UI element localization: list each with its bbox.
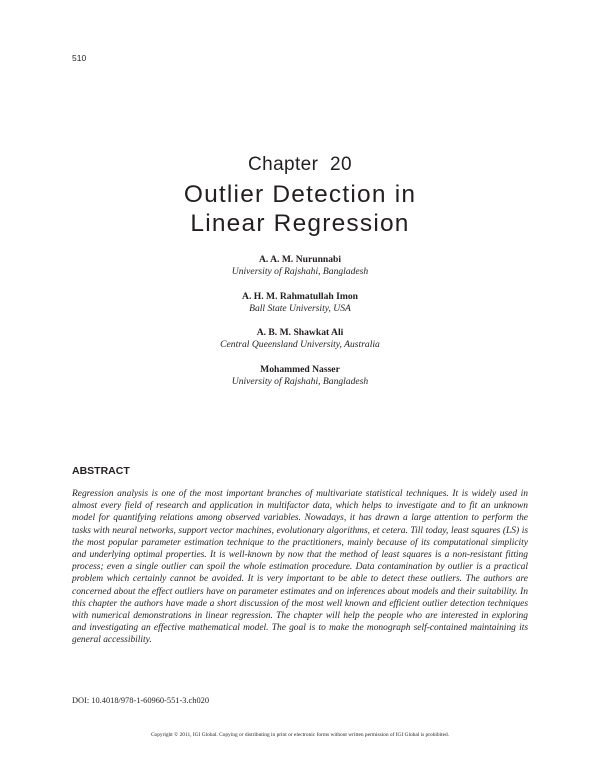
author-affiliation: Central Queensland University, Australia xyxy=(220,339,380,350)
chapter-title xyxy=(0,180,600,238)
author-affiliation: University of Rajshahi, Bangladesh xyxy=(231,266,369,277)
page-number: 510 xyxy=(72,53,87,63)
chapter-title-line-2: Linear Regression xyxy=(190,210,410,237)
author-block xyxy=(0,364,600,401)
author-block xyxy=(0,254,600,291)
author-name: A. H. M. Rahmatullah Imon xyxy=(242,290,358,302)
author-name: A. A. M. Nurunnabi xyxy=(258,254,342,265)
author-affiliation: Ball State University, USA xyxy=(249,302,351,314)
abstract-heading: ABSTRACT xyxy=(72,465,130,477)
author-affiliation: University of Rajshahi, Bangladesh xyxy=(231,375,369,387)
doi-reference: DOI: 10.4018/978-1-60960-551-3.ch020 xyxy=(72,696,210,705)
chapter-label: Chapter 20 xyxy=(247,154,352,175)
chapter-title-line-1: Outlier Detection in xyxy=(183,181,417,208)
author-block xyxy=(0,327,600,364)
abstract-body: Regression analysis is one of the most important branches of multivariate statistical techniques. It is widely used in almost every field of research and application in multifactor data, which helps to investigate and to fit an unknown model for quantifying relations among observed variables. Nowadays, it has drawn a large attention to perform the tasks with neural networks, support vector machines, evolutionary algorithms, et cetera. Till today, least squares (LS) is the most popular parameter estimation technique to the practitioners, mainly because of its computational simplicity and underlying optimal properties. It is well-known by now that the method of least squares is a non-resistant fitting process; even a single outlier can spoil the whole estimation procedure. Data contamination by outlier is a practical problem which certainly cannot be avoided. It is very important to be able to detect these outliers. The authors are concerned about the effect outliers have on parameter estimates and on inferences about models and their suitability. In this chapter the authors have made a short discussion of the most well known and efficient outlier detection techniques with numerical demonstrations in linear regression. The chapter will help the people who are interested in exploring and investigating an effective mathematical model. The goal is to make the monograph self-contained maintaining its general accessibility. xyxy=(72,489,528,646)
author-list xyxy=(0,254,600,400)
copyright-notice: Copyright © 2011, IGI Global. Copying or distributing in print or electronic forms without written permission of IGI Global is prohibited. xyxy=(150,732,450,738)
author-name: A. B. M. Shawkat Ali xyxy=(256,327,344,338)
author-block xyxy=(0,291,600,328)
author-name: Mohammed Nasser xyxy=(260,363,340,375)
